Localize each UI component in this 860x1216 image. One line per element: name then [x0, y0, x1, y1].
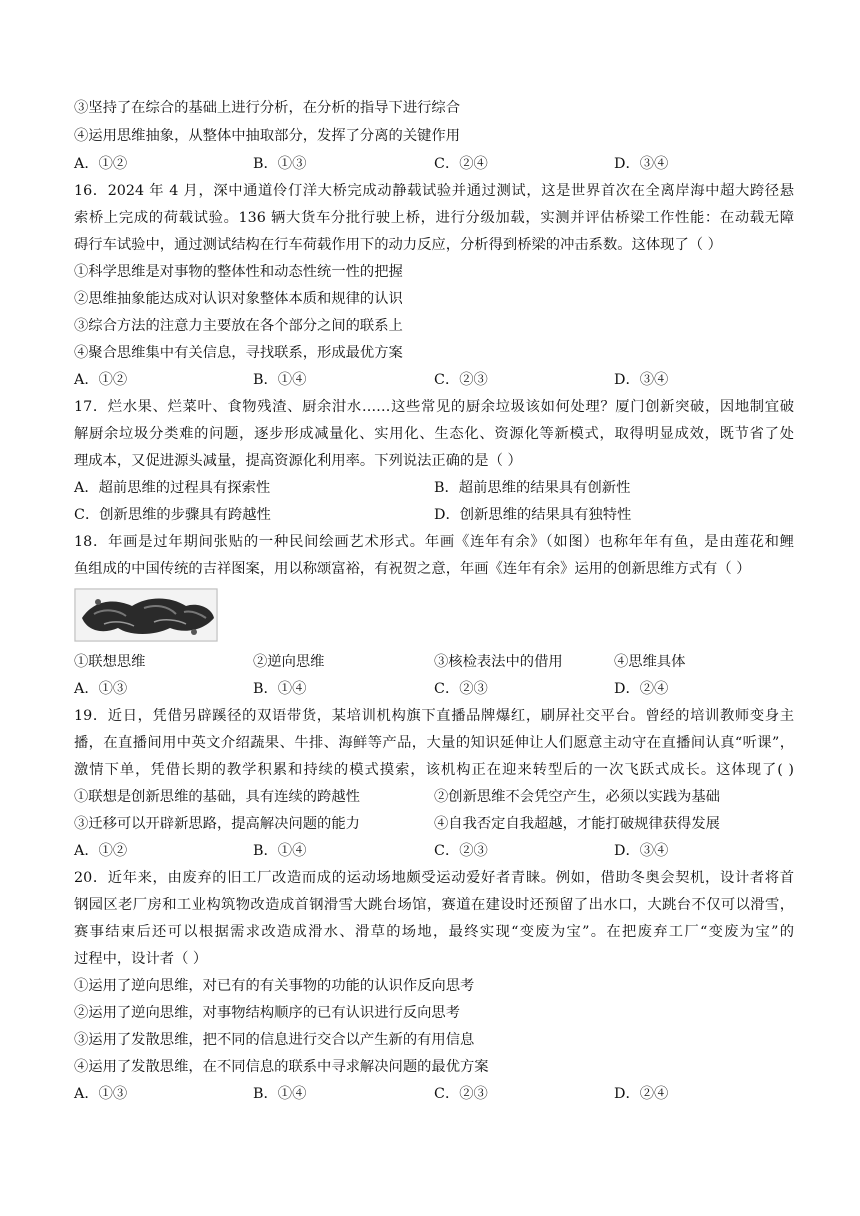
- q20-item-2: ②运用了逆向思维，对事物结构顺序的已有认识进行反向思考: [74, 1005, 461, 1021]
- q17-option-d[interactable]: D．创新思维的结果具有独特性: [434, 507, 632, 523]
- q18-item-2: ②逆向思维: [253, 654, 325, 670]
- q15-option-c[interactable]: C．②④: [434, 156, 488, 172]
- q20-option-b[interactable]: B．①④: [253, 1086, 307, 1102]
- q16-stem-line-2: 索桥上完成的荷载试验。136 辆大货车分批行驶上桥，进行分级加载，实测并评估桥梁工作性能：在动载无障: [74, 210, 794, 226]
- q19-item-4: ④自我否定自我超越，才能打破规律获得发展: [434, 816, 720, 832]
- q19-option-d[interactable]: D．③④: [614, 843, 669, 859]
- q18-stem-line-2: 鱼组成的中国传统的吉祥图案，用以称颂富裕，有祝贺之意，年画《连年有余》运用的创新思维方式有（ ）: [74, 561, 751, 577]
- q19-option-a[interactable]: A．①②: [74, 843, 128, 859]
- q17-option-c[interactable]: C．创新思维的步骤具有跨越性: [74, 507, 271, 523]
- q17-stem-line-1: 17．烂水果、烂菜叶、食物残渣、厨余泔水……这些常见的厨余垃圾该如何处理？厦门创新突破，因地制宜破: [74, 399, 794, 415]
- q18-option-b[interactable]: B．①④: [253, 681, 307, 697]
- q20-stem-line-4: 过程中，设计者（ ）: [74, 951, 208, 967]
- q16-option-a[interactable]: A．①②: [74, 372, 128, 388]
- new-year-painting-image: [74, 588, 218, 642]
- q18-item-1: ①联想思维: [74, 654, 146, 670]
- q15-item-4: ④运用思维抽象，从整体中抽取部分，发挥了分离的关键作用: [74, 128, 461, 144]
- q17-option-a[interactable]: A．超前思维的过程具有探索性: [74, 480, 271, 496]
- q20-stem-line-1: 20．近年来，由废弃的旧工厂改造而成的运动场地颇受运动爱好者青睐。例如，借助冬奥会契机，设计者将首: [74, 870, 794, 886]
- q20-option-d[interactable]: D．②④: [614, 1086, 669, 1102]
- q18-option-d[interactable]: D．②④: [614, 681, 669, 697]
- q18-option-c[interactable]: C．②③: [434, 681, 488, 697]
- q20-stem-line-2: 钢园区老厂房和工业构筑物改造成首钢滑雪大跳台场馆，赛道在建设时还预留了出水口，大跳台不仅可以滑雪，: [74, 897, 794, 913]
- q19-item-2: ②创新思维不会凭空产生，必须以实践为基础: [434, 789, 720, 805]
- q16-stem-line-1: 16．2024 年 4 月，深中通道伶仃洋大桥完成动静载试验并通过测试，这是世界首次在全离岸海中超大跨径悬: [74, 183, 794, 199]
- q16-item-4: ④聚合思维集中有关信息，寻找联系，形成最优方案: [74, 345, 403, 361]
- q16-item-2: ②思维抽象能达成对认识对象整体本质和规律的认识: [74, 291, 403, 307]
- q15-item-3: ③坚持了在综合的基础上进行分析，在分析的指导下进行综合: [74, 100, 461, 116]
- q19-item-3: ③迁移可以开辟新思路，提高解决问题的能力: [74, 816, 360, 832]
- q19-stem-line-1: 19．近日，凭借另辟蹊径的双语带货，某培训机构旗下直播品牌爆红，刷屏社交平台。曾经的培训教师变身主: [74, 708, 794, 724]
- q16-stem-line-3: 碍行车试验中，通过测试结构在行车荷载作用下的动力反应，分析得到桥梁的冲击系数。这体现了（ ）: [74, 237, 722, 253]
- q18-stem-line-1: 18．年画是过年期间张贴的一种民间绘画艺术形式。年画《连年有余》（如图）也称年年有鱼，是由莲花和鲤: [74, 534, 794, 550]
- q15-option-b[interactable]: B．①③: [253, 156, 307, 172]
- q19-option-b[interactable]: B．①④: [253, 843, 307, 859]
- q17-stem-line-2: 解厨余垃圾分类难的问题，逐步形成减量化、实用化、生态化、资源化等新模式，取得明显成效，既节省了处: [74, 426, 794, 442]
- q20-stem-line-3: 赛事结束后还可以根据需求改造成滑水、滑草的场地，最终实现“变废为宝”。在把废弃工厂“变废为宝”的: [74, 924, 794, 940]
- q15-option-d[interactable]: D．③④: [614, 156, 669, 172]
- q17-stem-line-3: 理成本，又促进源头减量，提高资源化利用率。下列说法正确的是（ ）: [74, 453, 522, 469]
- q19-item-1: ①联想是创新思维的基础，具有连续的跨越性: [74, 789, 360, 805]
- q18-option-a[interactable]: A．①③: [74, 681, 128, 697]
- q18-item-3: ③核检表法中的借用: [434, 654, 563, 670]
- q19-stem-line-3: 激情下单，凭借长期的教学积累和持续的模式摸索，该机构正在迎来转型后的一次飞跃式成长。这体现了( ): [74, 762, 794, 778]
- q18-item-4: ④思维具体: [614, 654, 686, 670]
- q16-option-c[interactable]: C．②③: [434, 372, 488, 388]
- q19-stem-line-2: 播，在直播间用中英文介绍蔬果、牛排、海鲜等产品，大量的知识延伸让人们愿意主动守在直播间认真“听课”，: [74, 735, 794, 751]
- q19-option-c[interactable]: C．②③: [434, 843, 488, 859]
- q17-option-b[interactable]: B．超前思维的结果具有创新性: [434, 480, 631, 496]
- q16-option-d[interactable]: D．③④: [614, 372, 669, 388]
- q15-option-a[interactable]: A．①②: [74, 156, 128, 172]
- q16-item-1: ①科学思维是对事物的整体性和动态性统一性的把握: [74, 264, 403, 280]
- q16-option-b[interactable]: B．①④: [253, 372, 307, 388]
- q16-item-3: ③综合方法的注意力主要放在各个部分之间的联系上: [74, 318, 403, 334]
- q20-option-c[interactable]: C．②③: [434, 1086, 488, 1102]
- q20-item-1: ①运用了逆向思维，对已有的有关事物的功能的认识作反向思考: [74, 978, 475, 994]
- q20-item-4: ④运用了发散思维，在不同信息的联系中寻求解决问题的最优方案: [74, 1059, 489, 1075]
- q20-item-3: ③运用了发散思维，把不同的信息进行交合以产生新的有用信息: [74, 1032, 475, 1048]
- q20-option-a[interactable]: A．①③: [74, 1086, 128, 1102]
